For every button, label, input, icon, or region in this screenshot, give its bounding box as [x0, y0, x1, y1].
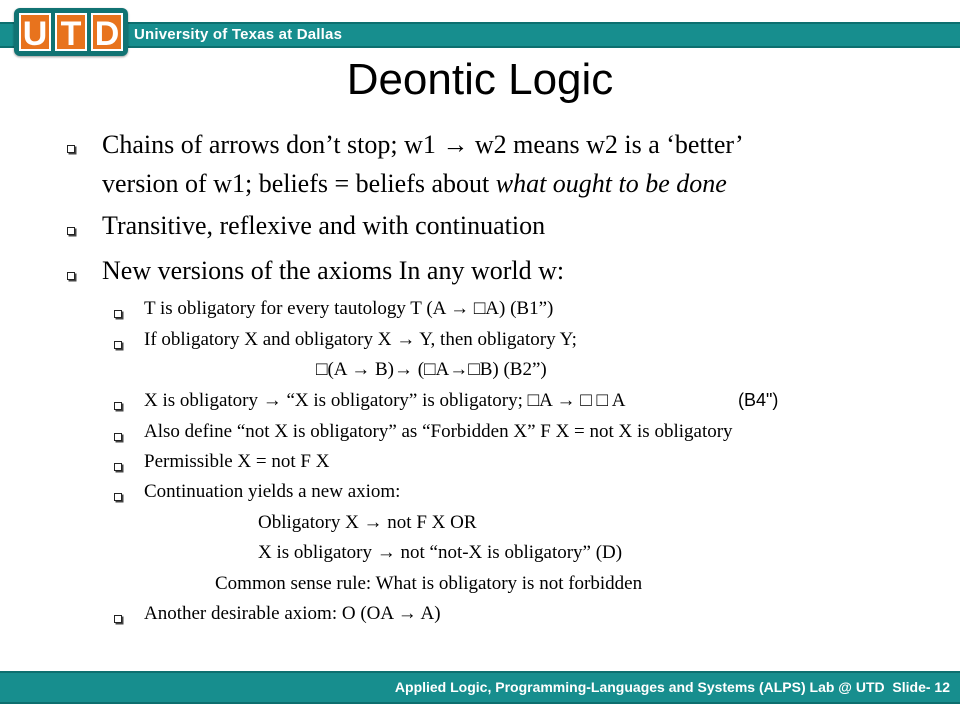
bullet-1-line-2: [102, 169, 727, 199]
sub-item-7: Another desirable axiom: O (OA → A): [144, 603, 441, 624]
bullet-icon: [67, 227, 75, 235]
sub-item-3: X is obligatory → “X is obligatory” is obligatory; □A → □ □ A: [144, 390, 626, 411]
footer-bar: [0, 671, 960, 704]
slide-title: Deontic Logic: [346, 55, 614, 104]
sub-item-6-line-2: X is obligatory → not “not-X is obligatory” (D): [258, 542, 623, 563]
sub-item-6-line-3: Common sense rule: What is obligatory is not forbidden: [215, 573, 643, 594]
sub-bullet-icon: [114, 463, 122, 471]
logo-letter-d: D: [91, 13, 123, 51]
footer-lab: Applied Logic, Programming-Languages and Systems (ALPS) Lab @ UTD: [394, 679, 885, 695]
sub-bullet-icon: [114, 615, 122, 623]
sub-item-6-line-1: Obligatory X → not F X OR: [258, 512, 477, 533]
sub-bullet-icon: [114, 493, 122, 501]
sub-item-2-formula: □(A → B)→ (□A→□B) (B2”): [316, 359, 547, 380]
bullet-2: Transitive, reflexive and with continuation: [102, 211, 546, 240]
university-name: University of Texas at Dallas: [134, 26, 343, 43]
sub-bullet-icon: [114, 310, 122, 318]
bullet-1-line-2-text: version of w1; beliefs = beliefs about: [102, 169, 496, 198]
sub-item-4: Also define “not X is obligatory” as “Forbidden X” F X = not X is obligatory: [144, 421, 733, 442]
bullet-icon: [67, 272, 75, 280]
logo-letter-u: U: [19, 13, 51, 51]
sub-item-3-tag: (B4"): [738, 390, 779, 410]
logo-letter-t: T: [55, 13, 87, 51]
sub-item-2: If obligatory X and obligatory X → Y, then obligatory Y;: [144, 329, 577, 350]
footer-text: [395, 679, 950, 695]
bullet-icon: [67, 145, 75, 153]
bullet-3: New versions of the axioms In any world w:: [102, 256, 565, 285]
bullet-1-line-1: Chains of arrows don’t stop; w1 → w2 means w2 is a ‘better’: [102, 130, 744, 159]
sub-bullet-icon: [114, 402, 122, 410]
sub-item-6: Continuation yields a new axiom:: [144, 481, 401, 502]
sub-item-1: T is obligatory for every tautology T (A → □A) (B1”): [144, 298, 554, 319]
bullet-1-italic-text: what ought to be done: [495, 169, 727, 198]
sub-bullet-icon: [114, 341, 122, 349]
slide-number: Slide- 12: [892, 679, 950, 695]
sub-bullet-icon: [114, 433, 122, 441]
sub-item-5: Permissible X = not F X: [144, 451, 330, 472]
